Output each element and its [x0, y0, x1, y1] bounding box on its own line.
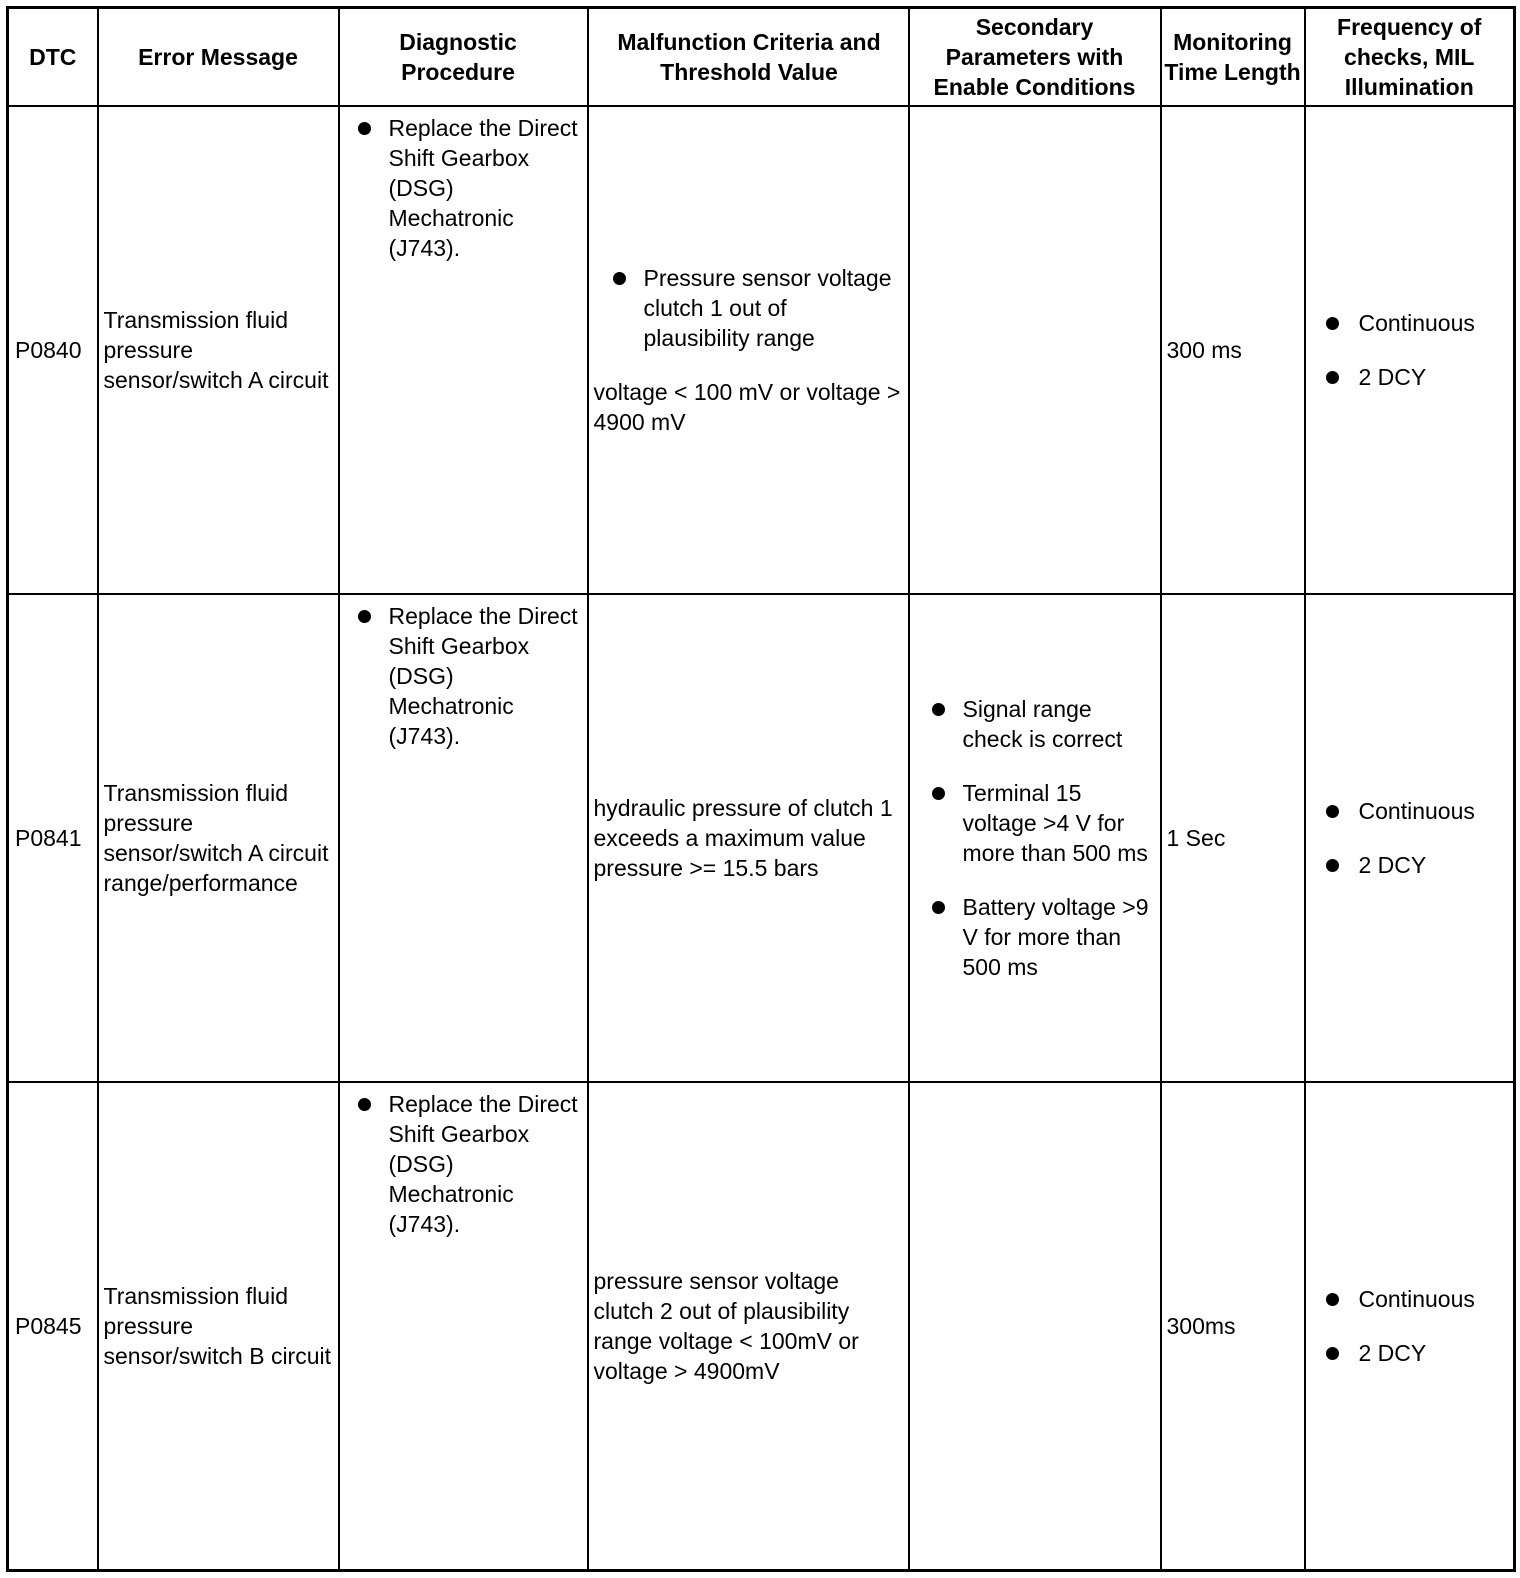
bullet-icon [358, 1098, 371, 1111]
bullet-icon [932, 901, 945, 914]
secondary-parameters-cell [909, 1082, 1161, 1571]
bullet-icon [1326, 1293, 1339, 1306]
secondary-item: Terminal 15 voltage >4 V for more than 500 ms [932, 778, 1150, 868]
procedure-item: Replace the Direct Shift Gearbox (DSG) Mechatronic (J743). [358, 113, 579, 263]
error-message: Transmission fluid pressure sensor/switch A circuit range/performance [103, 779, 329, 896]
table-row [8, 1082, 1515, 1571]
criteria-text: pressure sensor voltage clutch 2 out of plausibility range voltage < 100mV or voltage > 4900mV [593, 1267, 859, 1384]
bullet-icon [1326, 1347, 1339, 1360]
secondary-item: Signal range check is correct [932, 694, 1150, 754]
criteria-text: hydraulic pressure of clutch 1 exceeds a maximum value pressure >= 15.5 bars [593, 794, 893, 881]
header-frequency: Frequency of checks, MIL Illumination [1305, 8, 1515, 107]
bullet-icon [1326, 859, 1339, 872]
criteria-item: Pressure sensor voltage clutch 1 out of plausibility range [589, 263, 908, 353]
monitoring-time: 300 ms [1166, 336, 1242, 363]
bullet-icon [613, 272, 626, 285]
frequency-item: Continuous [1326, 308, 1514, 338]
frequency-item: 2 DCY [1326, 850, 1514, 880]
procedure-item: Replace the Direct Shift Gearbox (DSG) Mechatronic (J743). [358, 1089, 579, 1239]
bullet-icon [932, 787, 945, 800]
header-error-message: Error Message [98, 8, 339, 107]
secondary-parameters-cell [909, 106, 1161, 594]
secondary-item: Battery voltage >9 V for more than 500 ms [932, 892, 1150, 982]
table-row [8, 106, 1515, 594]
dtc-table-page [6, 6, 1513, 1572]
dtc-code: P0845 [15, 1312, 82, 1339]
bullet-icon [358, 122, 371, 135]
bullet-icon [1326, 371, 1339, 384]
frequency-item: 2 DCY [1326, 362, 1514, 392]
header-diagnostic-procedure: Diagnostic Procedure [339, 8, 588, 107]
header-monitoring-time: Monitoring Time Length [1161, 8, 1305, 107]
header-row [8, 8, 1515, 107]
bullet-icon [1326, 317, 1339, 330]
header-secondary-parameters: Secondary Parameters with Enable Conditions [909, 8, 1161, 107]
dtc-code: P0840 [15, 336, 82, 363]
monitoring-time: 1 Sec [1166, 824, 1226, 851]
error-message: Transmission fluid pressure sensor/switch A circuit [103, 306, 329, 393]
error-message: Transmission fluid pressure sensor/switch B circuit [103, 1282, 332, 1369]
monitoring-time: 300ms [1166, 1312, 1236, 1339]
frequency-item: Continuous [1326, 796, 1514, 826]
dtc-code: P0841 [15, 824, 82, 851]
bullet-icon [1326, 805, 1339, 818]
frequency-item: Continuous [1326, 1284, 1514, 1314]
frequency-item: 2 DCY [1326, 1338, 1514, 1368]
procedure-item: Replace the Direct Shift Gearbox (DSG) Mechatronic (J743). [358, 601, 579, 751]
dtc-table [6, 6, 1516, 1572]
table-row [8, 594, 1515, 1082]
header-dtc: DTC [8, 8, 98, 107]
bullet-icon [358, 610, 371, 623]
bullet-icon [932, 703, 945, 716]
criteria-text: voltage < 100 mV or voltage > 4900 mV [593, 379, 901, 435]
header-malfunction-criteria: Malfunction Criteria and Threshold Value [588, 8, 909, 107]
